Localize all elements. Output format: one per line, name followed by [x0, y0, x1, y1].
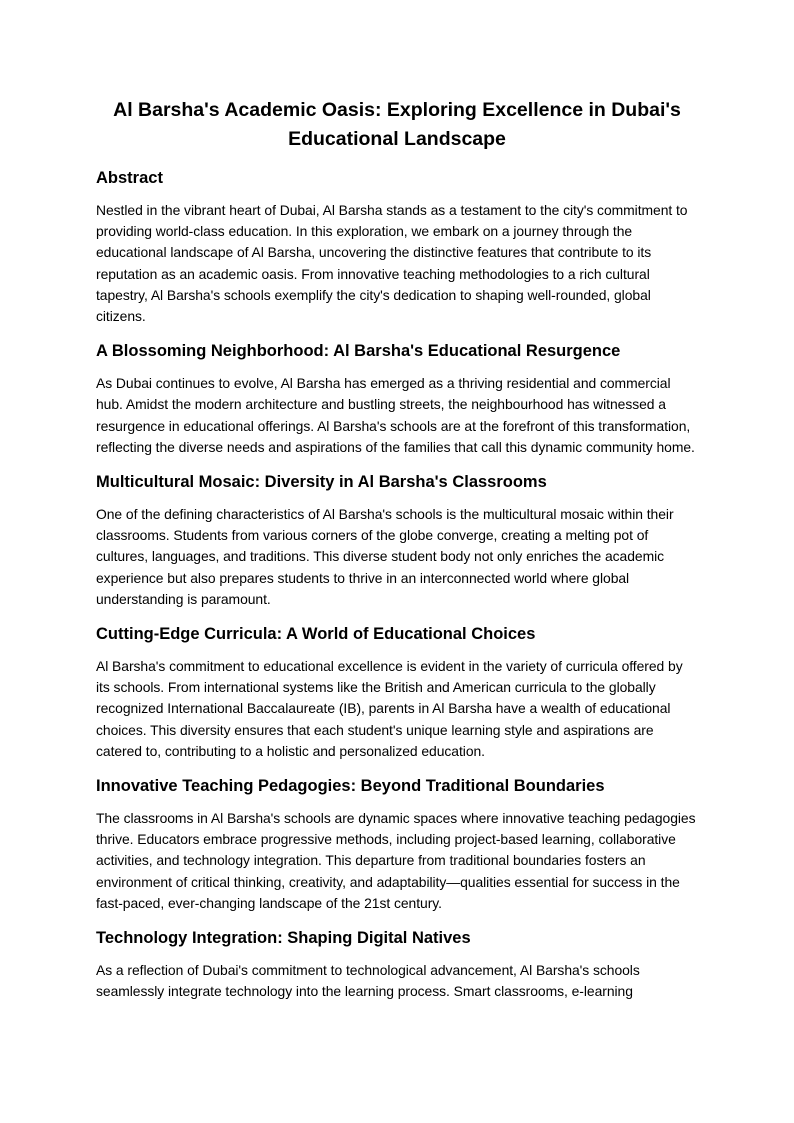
section-paragraph: As Dubai continues to evolve, Al Barsha has emerged as a thriving residential and commercial hub. Amidst the modern architecture and bustling streets, the neighbourhood has witnessed a resurgence in educational offerings. Al Barsha's schools are at the forefront of this transformation, reflecting the diverse needs and aspirations of the families that call this dynamic community home. — [96, 375, 695, 455]
section-blossoming-neighborhood — [96, 341, 698, 458]
section-multicultural-mosaic — [96, 472, 698, 610]
section-heading: Innovative Teaching Pedagogies: Beyond Traditional Boundaries — [96, 777, 605, 796]
section-innovative-teaching — [96, 776, 698, 914]
document-page — [96, 96, 698, 1016]
section-cutting-edge-curricula — [96, 624, 698, 762]
section-paragraph: Nestled in the vibrant heart of Dubai, Al Barsha stands as a testament to the city's commitment to providing world-class education. In this exploration, we embark on a journey through the educational landscape of Al Barsha, uncovering the distinctive features that contribute to its reputation as an academic oasis. From innovative teaching methodologies to a rich cultural tapestry, Al Barsha's schools exemplify the city's dedication to shaping well-rounded, global citizens. — [96, 202, 688, 325]
section-heading: Multicultural Mosaic: Diversity in Al Barsha's Classrooms — [96, 473, 547, 492]
section-paragraph: One of the defining characteristics of Al Barsha's schools is the multicultural mosaic within their classrooms. Students from various corners of the globe converge, creating a melting pot of cultures, languages, and traditions. This diverse student body not only enriches the academic experience but also prepares students to thrive in an interconnected world where global understanding is paramount. — [96, 506, 674, 607]
section-heading: Technology Integration: Shaping Digital Natives — [96, 929, 471, 948]
section-paragraph: Al Barsha's commitment to educational excellence is evident in the variety of curricula offered by its schools. From international systems like the British and American curricula to the globally recognized International Baccalaureate (IB), parents in Al Barsha have a wealth of educational choices. This diversity ensures that each student's unique learning style and aspirations are catered to, contributing to a holistic and personalized education. — [96, 658, 683, 759]
document-title: Al Barsha's Academic Oasis: Exploring Excellence in Dubai's Educational Landscape — [113, 99, 681, 150]
section-paragraph: The classrooms in Al Barsha's schools are dynamic spaces where innovative teaching pedagogies thrive. Educators embrace progressive methods, including project-based learning, collaborative activities, and technology integration. This departure from traditional boundaries fosters an environment of critical thinking, creativity, and adaptability—qualities essential for success in the fast-paced, ever-changing landscape of the 21st century. — [96, 810, 696, 911]
section-heading: A Blossoming Neighborhood: Al Barsha's Educational Resurgence — [96, 342, 621, 361]
section-technology-integration — [96, 928, 698, 1002]
section-heading: Cutting-Edge Curricula: A World of Educational Choices — [96, 625, 536, 644]
section-heading: Abstract — [96, 169, 163, 187]
section-paragraph: As a reflection of Dubai's commitment to technological advancement, Al Barsha's schools seamlessly integrate technology into the learning process. Smart classrooms, e-learning — [96, 962, 640, 1000]
section-abstract — [96, 168, 698, 327]
